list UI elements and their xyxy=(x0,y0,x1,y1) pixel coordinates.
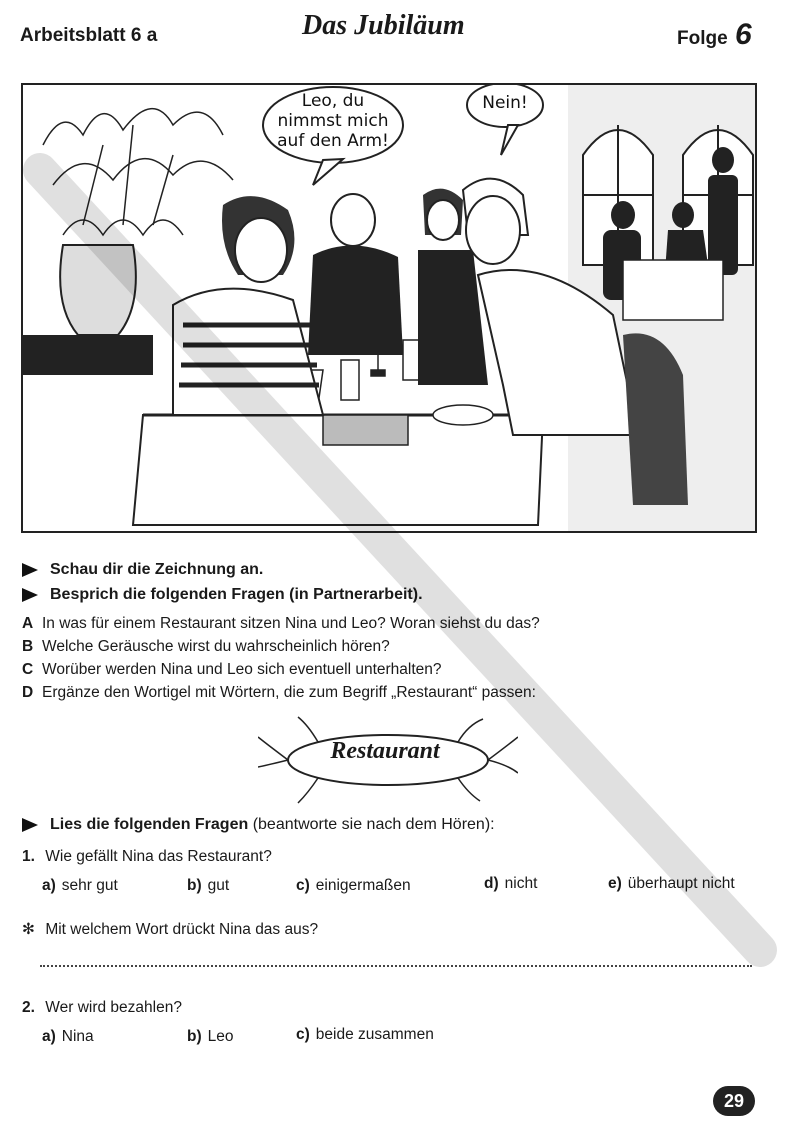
instruction-text: Schau dir die Zeichnung an. xyxy=(50,561,264,578)
episode-label xyxy=(677,18,752,52)
question-2 xyxy=(22,999,182,1017)
instruction-2 xyxy=(22,586,423,604)
question-c xyxy=(22,661,442,679)
option-key: e) xyxy=(608,875,622,892)
option-key: a) xyxy=(42,1028,56,1045)
question-text: Wer wird bezahlen? xyxy=(45,999,182,1016)
answer-line[interactable] xyxy=(40,965,752,967)
option-key: a) xyxy=(42,877,56,894)
instruction-1 xyxy=(22,561,263,579)
q1-option-d[interactable] xyxy=(484,875,537,893)
option-key: c) xyxy=(296,1026,310,1043)
option-text: gut xyxy=(207,877,230,894)
question-letter: A xyxy=(22,615,34,632)
speech-bubble-leo: Nein! xyxy=(482,93,528,113)
option-key: b) xyxy=(187,1028,202,1045)
question-text: Ergänze den Wortigel mit Wörtern, die zum Begriff „Restaurant“ passen: xyxy=(42,684,536,701)
option-key: c) xyxy=(296,877,310,894)
instruction-text xyxy=(50,816,495,834)
question-text: Mit welchem Wort drückt Nina das aus? xyxy=(45,921,319,938)
option-text: Nina xyxy=(61,1028,94,1045)
arrow-icon xyxy=(22,588,38,602)
question-text: Wie gefällt Nina das Restaurant? xyxy=(45,848,272,865)
question-letter: C xyxy=(22,661,34,678)
q2-option-c[interactable] xyxy=(296,1026,434,1044)
episode-number: 6 xyxy=(734,18,752,51)
question-number: 1. xyxy=(22,848,35,865)
q1-option-c[interactable] xyxy=(296,877,411,895)
question-letter: D xyxy=(22,684,34,701)
arrow-icon xyxy=(22,818,38,832)
question-letter: B xyxy=(22,638,34,655)
question-d xyxy=(22,684,536,702)
worksheet-label: Arbeitsblatt 6 a xyxy=(20,25,158,46)
page-number-badge: 29 xyxy=(713,1086,755,1116)
question-text: In was für einem Restaurant sitzen Nina und Leo? Woran siehst du das? xyxy=(42,615,540,632)
option-text: Leo xyxy=(207,1028,234,1045)
q1-option-e[interactable] xyxy=(608,875,735,893)
question-number: 2. xyxy=(22,999,35,1016)
arrow-icon xyxy=(22,563,38,577)
option-text: nicht xyxy=(504,875,538,892)
bubble-line: auf den Arm! xyxy=(277,131,389,151)
q2-option-a[interactable] xyxy=(42,1028,94,1046)
instruction-rest: (beantworte sie nach dem Hören): xyxy=(252,816,495,833)
question-text: Welche Geräusche wirst du wahrscheinlich hören? xyxy=(42,638,390,655)
wortigel-label: Restaurant xyxy=(330,738,440,764)
speech-bubble-nina xyxy=(267,91,399,151)
option-text: beide zusammen xyxy=(315,1026,434,1043)
question-a xyxy=(22,615,540,633)
instruction-text: Besprich die folgenden Fragen (in Partnerarbeit). xyxy=(50,586,423,603)
question-1 xyxy=(22,848,272,866)
option-text: sehr gut xyxy=(61,877,118,894)
instruction-3 xyxy=(22,816,495,834)
extra-question xyxy=(22,920,318,939)
bubble-line: nimmst mich xyxy=(277,111,389,131)
option-key: d) xyxy=(484,875,499,892)
q1-option-a[interactable] xyxy=(42,877,118,895)
episode-word: Folge xyxy=(677,28,728,49)
restaurant-illustration xyxy=(21,83,757,533)
restaurant-drawing xyxy=(23,85,757,533)
option-text: einigermaßen xyxy=(315,877,411,894)
page-title: Das Jubiläum xyxy=(302,10,465,41)
option-text: überhaupt nicht xyxy=(627,875,735,892)
option-key: b) xyxy=(187,877,202,894)
q2-option-b[interactable] xyxy=(187,1028,234,1046)
bubble-line: Leo, du xyxy=(301,91,365,111)
question-text: Worüber werden Nina und Leo sich eventuell unterhalten? xyxy=(42,661,442,678)
question-b xyxy=(22,638,390,656)
asterisk-icon: ✻ xyxy=(22,921,35,938)
q1-option-b[interactable] xyxy=(187,877,229,895)
instruction-bold: Lies die folgenden Fragen xyxy=(50,816,249,833)
